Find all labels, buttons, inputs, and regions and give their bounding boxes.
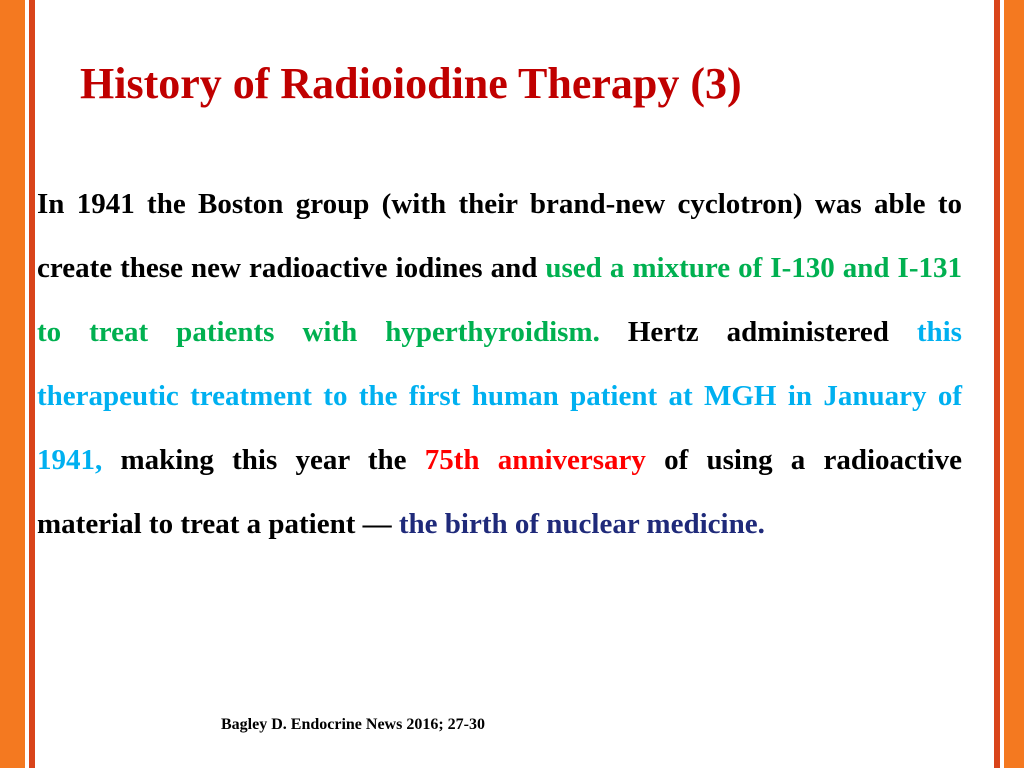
- body-segment-plain: of using a radioactive material to treat a patient —: [37, 444, 962, 540]
- body-segment-navy: the birth of nuclear medicine.: [398, 508, 765, 540]
- right-border-stripe-orange: [1004, 0, 1024, 768]
- body-segment-cyan: this therapeutic treatment to the first human patient at MGH in January of 1941,: [37, 316, 962, 476]
- body-segment-plain: Hertz administered: [599, 316, 917, 348]
- citation: Bagley D. Endocrine News 2016; 27-30: [221, 716, 485, 733]
- right-decorative-border: [994, 0, 1024, 768]
- left-border-stripe-red: [29, 0, 35, 768]
- left-decorative-border: [0, 0, 36, 768]
- body-segment-plain: making this year the: [102, 444, 425, 476]
- body-segment-red: 75th anniversary: [424, 444, 646, 476]
- body-paragraph: [37, 172, 962, 556]
- slide-title: History of Radioiodine Therapy (3): [80, 59, 742, 108]
- body-segment-green: used a mixture of I-130 and I-131 to treat patients with hyperthyroidism.: [37, 252, 962, 348]
- body-segment-plain: In 1941 the Boston group (with their brand-new cyclotron) was able to create these new radioactive iodines and: [37, 188, 962, 284]
- left-border-stripe-orange: [0, 0, 25, 768]
